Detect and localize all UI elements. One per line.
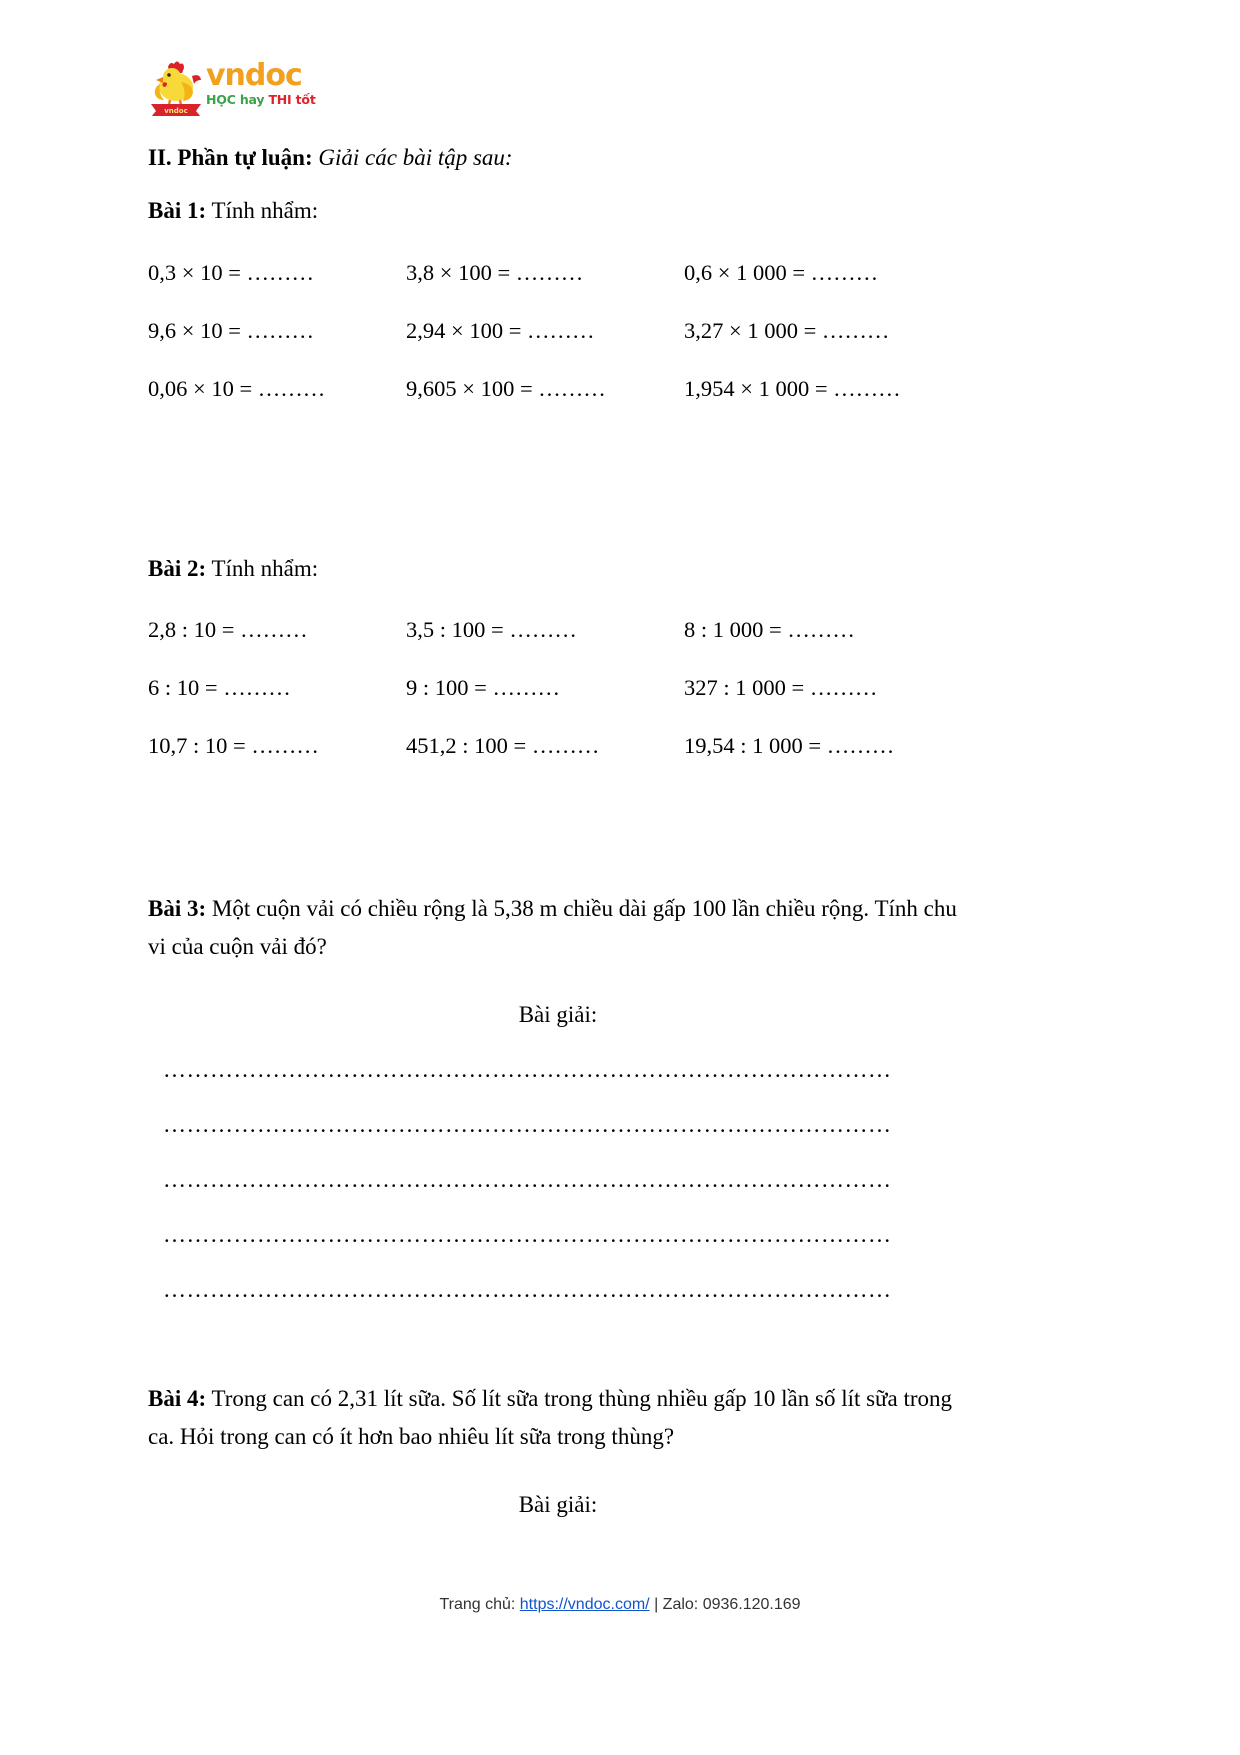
exercise-row <box>148 615 968 665</box>
bai2-label: Bài 2: <box>148 556 207 581</box>
bai2-exercise-grid <box>148 615 968 781</box>
bai3-label: Bài 3: <box>148 896 207 921</box>
logo-tagline-green: HỌC hay <box>206 92 265 107</box>
bai4-label: Bài 4: <box>148 1386 207 1411</box>
exercise-item: 6 : 10 = ……… <box>148 675 291 700</box>
section-title <box>148 143 513 173</box>
logo-text-block <box>206 60 346 107</box>
exercise-item: 1,954 × 1 000 = ……… <box>684 376 901 401</box>
exercise-item: 2,8 : 10 = ……… <box>148 617 308 642</box>
exercise-item: 3,27 × 1 000 = ……… <box>684 318 890 343</box>
chicken-mascot-icon <box>148 58 204 116</box>
answer-line[interactable]: ………………………………………………………………………………… <box>163 1222 892 1247</box>
exercise-item: 2,94 × 100 = ……… <box>406 318 595 343</box>
bai4-question <box>148 1380 968 1456</box>
bai1-instruction: Tính nhẩm: <box>211 198 319 223</box>
page-footer <box>0 1596 1240 1614</box>
exercise-row <box>148 673 968 723</box>
exercise-item: 0,06 × 10 = ……… <box>148 376 326 401</box>
exercise-item: 327 : 1 000 = ……… <box>684 675 878 700</box>
exercise-item: 0,3 × 10 = ……… <box>148 260 315 285</box>
footer-website-link[interactable]: https://vndoc.com/ <box>519 1596 650 1613</box>
exercise-row <box>148 731 968 781</box>
footer-prefix: Trang chủ: <box>439 1596 520 1613</box>
exercise-item: 3,8 × 100 = ……… <box>406 260 584 285</box>
exercise-item: 10,7 : 10 = ……… <box>148 733 319 758</box>
answer-line[interactable]: ………………………………………………………………………………… <box>163 1057 892 1082</box>
exercise-item: 3,5 : 100 = ……… <box>406 617 577 642</box>
exercise-row <box>148 258 968 308</box>
bai1-heading <box>148 196 318 226</box>
bai3-text-line1: Một cuộn vải có chiều rộng là 5,38 m chiều dài gấp 100 lần chiều <box>211 896 816 921</box>
exercise-item: 9,605 × 100 = ……… <box>406 376 606 401</box>
exercise-item: 8 : 1 000 = ……… <box>684 617 855 642</box>
bai4-solution-label-text: Bài giải: <box>518 1492 598 1517</box>
logo-tagline <box>206 93 346 107</box>
bai2-instruction: Tính nhẩm: <box>211 556 319 581</box>
logo-badge-text: vndoc <box>164 107 188 115</box>
logo-wordmark: vndoc <box>206 58 302 93</box>
section-title-bold: II. Phần tự luận: <box>148 145 313 170</box>
exercise-item: 0,6 × 1 000 = ……… <box>684 260 879 285</box>
logo-tagline-red: THI tốt <box>268 92 316 107</box>
vndoc-logo <box>148 58 348 120</box>
bai4-solution-label <box>148 1490 968 1520</box>
answer-line[interactable]: ………………………………………………………………………………… <box>163 1167 892 1192</box>
bai3-solution-label <box>148 1000 968 1030</box>
exercise-row <box>148 374 968 424</box>
bai3-solution-label-text: Bài giải: <box>518 1002 598 1027</box>
bai1-label: Bài 1: <box>148 198 207 223</box>
footer-suffix: | Zalo: 0936.120.169 <box>649 1596 801 1613</box>
bai3-text-line2: rộng. Tính chu vi của cuộn vải đó? <box>148 896 957 959</box>
exercise-item: 9 : 100 = ……… <box>406 675 560 700</box>
exercise-item: 9,6 × 10 = ……… <box>148 318 315 343</box>
section-title-italic: Giải các bài tập sau: <box>318 145 513 170</box>
bai4-text-line1: Trong can có 2,31 lít sữa. Số lít sữa trong thùng nhiều gấp 10 lần số lít <box>211 1386 861 1411</box>
exercise-item: 451,2 : 100 = ……… <box>406 733 600 758</box>
bai1-exercise-grid <box>148 258 968 424</box>
answer-line[interactable]: ………………………………………………………………………………… <box>163 1112 892 1137</box>
exercise-row <box>148 316 968 366</box>
bai3-question <box>148 890 968 966</box>
bai2-heading <box>148 554 318 584</box>
exercise-item: 19,54 : 1 000 = ……… <box>684 733 895 758</box>
answer-line[interactable]: ………………………………………………………………………………… <box>163 1277 892 1302</box>
bai4-text-line2: sữa trong ca. Hỏi trong can có ít hơn bao nhiêu lít sữa trong thùng? <box>148 1386 953 1449</box>
